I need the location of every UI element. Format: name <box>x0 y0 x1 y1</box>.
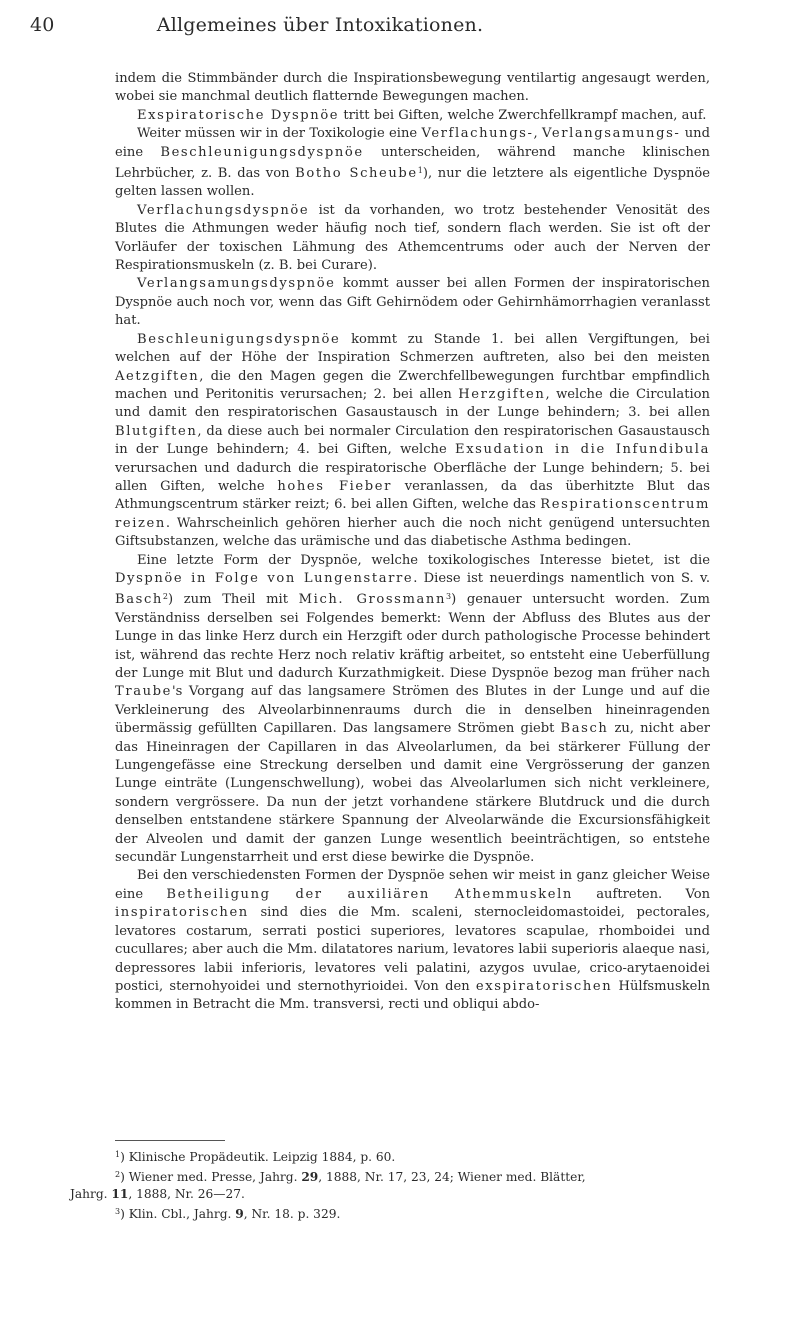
spaced-term: Herzgiften <box>458 386 546 402</box>
footnote-mark: 1 <box>115 1150 121 1159</box>
footnote-mark: 3 <box>115 1207 121 1216</box>
text-run: Eine letzte Form der Dyspnöe, welche toxikologisches Interesse bietet, ist die <box>137 552 710 568</box>
text-run: . Diese ist neuerdings namentlich von S. v. <box>413 570 710 586</box>
footnote-ref: 3 <box>445 592 452 602</box>
text-run: , da diese auch bei normaler Circulation den respiratorischen Gasaustausch in der Lunge behindern; 4. bei Giften, welche <box>115 423 710 458</box>
text-run: . Wahrscheinlich gehören hierher auch die noch nicht genügend untersuchten Giftsubstanzen, welche das urämische und das diabetische Asthma bedingen. <box>115 515 710 550</box>
text-run: verursachen und dadurch die respiratorische Oberfläche der Lunge behindern; 5. bei allen Giften, welche <box>115 460 710 494</box>
paragraph <box>115 867 710 1014</box>
volume-number: 29 <box>301 1170 319 1184</box>
text-run: sind dies die Mm. scaleni, sternocleidomastoidei, pectorales, levatores costarum, serrati postici superiores, levatores scapulae, rhomboidei und cucullares; aber auch die Mm. dilatatores narium, levatores labii superioris alaeque nasi, depressores labii inferioris, levatores veli palatini, azygos uvulae, crico-arytaenoidei postici, sternohyoidei und sternothyrioidei. Von den <box>115 905 710 994</box>
spaced-term: hohes Fieber <box>277 478 392 494</box>
text-run: ) zum Theil mit <box>168 592 299 608</box>
text-run: ) genauer untersucht worden. Zum Verständniss derselben sei Folgendes bemerkt: Wenn der Abfluss des Blutes aus der Lunge in das linke Herz durch ein Herzgift oder durch pathologische Processe behindert ist, während das rechte Herz noch relativ kräftig arbeitet, so entsteht eine Ueberfüllung der Lunge mit Blut und dadurch Kurzathmigkeit. Diese Dyspnöe bezog man früher nach <box>115 592 710 681</box>
text-run: kommt ausser bei allen Formen der inspiratorischen Dyspnöe auch noch vor, wenn das Gift Gehirnödem oder Gehirnhämorrhagien veranlasst hat. <box>115 276 710 329</box>
spaced-term: Exsudation in die Infundibula <box>455 442 710 458</box>
paragraph <box>115 275 710 330</box>
footnote-text: ) Klin. Cbl., Jahrg. <box>120 1207 236 1221</box>
text-run: und eine <box>115 126 710 160</box>
paragraph <box>115 552 710 868</box>
footnote-text: Jahrg. <box>70 1187 112 1201</box>
text-run: veranlassen, da das überhitzte Blut das Athmungscentrum stärker reizt; 6. bei allen Giften, welche das <box>115 478 710 513</box>
spaced-term: Traube <box>115 684 172 700</box>
text-run: , welche die Circulation und damit den respiratorischen Gasaustausch in der Lunge behindern; 3. bei allen <box>115 386 710 421</box>
spaced-term: exspiratorischen <box>475 978 613 994</box>
body-text <box>115 70 710 1015</box>
spaced-term: Exspiratorische Dyspnöe <box>137 107 340 123</box>
paragraph <box>115 107 710 125</box>
text-run: zu, nicht aber das Hineinragen der Capillaren in das Alveolarlumen, da bei stärkerer Füllung der Lungengefässe eine Streckung derselben und damit eine Vergrösserung der ganzen Lunge einträte (Lungenschwellung), wobei das Alveolarlumen sich nicht verkleinere, sondern vergrössere. Da nun der jetzt vorhandene stärkere Blutdruck und die durch denselben entstandene stärkere Spannung der Alveolarwände die Excursionsfähigkeit der Alveolen und damit der ganzen Lunge wesentlich beeinträchtigen, so entstehe secundär Lungenstarrheit und erst diese bewirke die Dyspnöe. <box>115 721 711 866</box>
text-run: Weiter müssen wir in der Toxikologie eine <box>137 126 422 142</box>
footnote-mark: 2 <box>115 1170 121 1179</box>
spaced-term: Verflachungsdyspnöe <box>137 202 310 218</box>
text-run: , <box>533 126 543 142</box>
spaced-term: Beschleunigungsdyspnöe <box>137 331 341 347</box>
volume-number: 11 <box>111 1187 129 1201</box>
text-run: tritt bei Giften, welche Zwerchfellkrampf machen, auf. <box>339 107 707 123</box>
spaced-term: Mich. Grossmann <box>298 592 446 608</box>
running-title: Allgemeines über Intoxikationen. <box>156 14 484 36</box>
paragraph <box>115 202 710 276</box>
text-run: ), nur die letztere als eigentliche Dyspnöe gelten lassen wollen. <box>115 166 711 200</box>
spaced-term: Basch <box>560 721 609 737</box>
footnote-text: ) Wiener med. Presse, Jahrg. <box>120 1170 302 1184</box>
spaced-term: inspiratorischen <box>115 905 249 921</box>
spaced-term: Aetzgiften <box>115 368 200 384</box>
footnote-text: , 1888, Nr. 26—27. <box>128 1187 245 1201</box>
spaced-term: Verlangsamungsdyspnöe <box>137 276 336 292</box>
text-run: 's Vorgang auf das langsamere Strömen des Blutes in der Lunge und auf die Verkleinerung des Alveolarbinnenraums durch die in denselben hineinragenden übermässig gefüllten Capillaren. Das langsamere Strömen giebt <box>115 684 710 737</box>
text-run: kommt zu Stande 1. bei allen Vergiftungen, bei welchen auf der Höhe der Inspiration Schmerzen auftreten, also bei den meisten <box>115 331 710 366</box>
footnote-ref: 1 <box>417 166 423 176</box>
footnote <box>70 1146 710 1166</box>
paragraph <box>115 331 710 552</box>
spaced-term: Verflachungs- <box>421 126 534 142</box>
footnote-text: ) Klinische Propädeutik. Leipzig 1884, p. 60. <box>120 1150 396 1164</box>
footnote-rule <box>115 1140 225 1141</box>
spaced-term: Betheiligung der auxiliären Athemmuskeln <box>166 886 573 902</box>
paragraph <box>115 125 710 202</box>
spaced-term: Dyspnöe in Folge von Lungenstarre <box>115 570 414 586</box>
spaced-term: Beschleunigungsdyspnöe <box>160 144 364 160</box>
text-run: , die den Magen gegen die Zwerchfellbewegungen furchtbar empfindlich machen und Peritonitis verursachen; 2. bei allen <box>115 368 710 402</box>
text-run: ist da vorhanden, wo trotz bestehender Venosität des Blutes die Athmungen weder häufig noch tief, sondern flach werden. Sie ist oft der Vorläufer der toxischen Lähmung des Athemcentrums oder auch der Nerven der Respirationsmuskeln (z. B. bei Curare). <box>115 202 710 274</box>
paragraph <box>115 70 710 107</box>
footnote-ref: 2 <box>162 592 169 602</box>
text-run: auftreten. Von <box>572 886 711 902</box>
text-run: indem die Stimmbänder durch die Inspirationsbewegung ventilartig angesaugt werden, wobei sie manchmal deutlich flatternde Bewegungen machen. <box>115 71 710 105</box>
footnote-text: , 1888, Nr. 17, 23, 24; Wiener med. Blätter, <box>318 1170 586 1184</box>
spaced-term: Respirationscentrum reizen <box>115 497 710 531</box>
footnote <box>70 1166 710 1186</box>
spaced-term: Blutgiften <box>115 423 198 439</box>
footnote-text: , Nr. 18. p. 329. <box>243 1207 341 1221</box>
text-run: unterscheiden, während manche klinischen Lehrbücher, z. B. das von <box>115 144 710 182</box>
footnote <box>70 1186 710 1203</box>
spaced-term: Basch <box>115 592 163 608</box>
text-run: Hülfsmuskeln kommen in Betracht die Mm. transversi, recti und obliqui abdo- <box>115 978 711 1013</box>
page-number: 40 <box>30 14 55 36</box>
volume-number: 9 <box>235 1207 244 1221</box>
footnote <box>70 1203 710 1223</box>
footnotes <box>70 1146 710 1223</box>
text-run: Bei den verschiedensten Formen der Dyspnöe sehen wir meist in ganz gleicher Weise eine <box>115 868 710 902</box>
spaced-term: Verlangsamungs- <box>542 126 681 142</box>
spaced-term: Botho Scheube <box>295 166 418 182</box>
